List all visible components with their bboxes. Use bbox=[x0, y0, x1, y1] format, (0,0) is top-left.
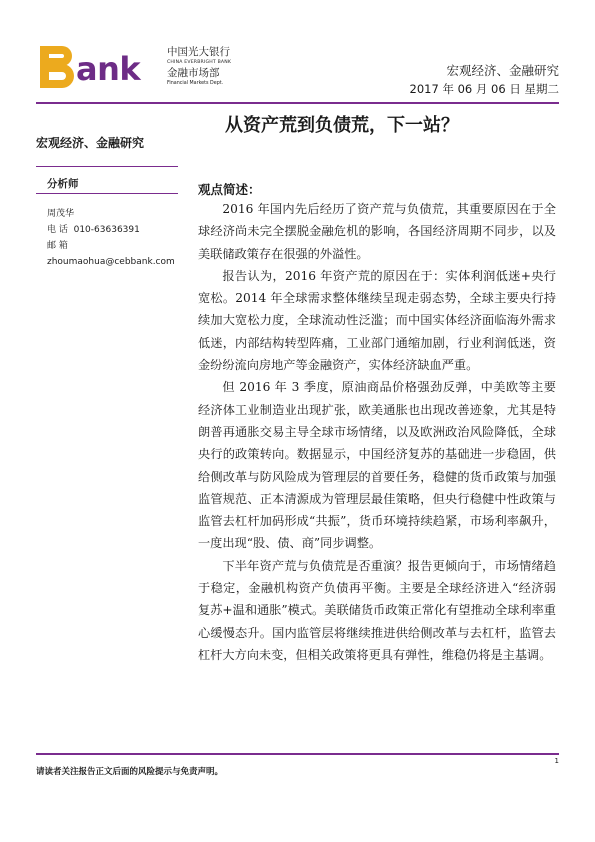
cebbank-logo bbox=[36, 44, 266, 90]
logo-b-mark bbox=[36, 44, 76, 90]
summary-body bbox=[198, 198, 556, 666]
logo-wordmark: ank bbox=[76, 50, 141, 88]
header-divider bbox=[36, 102, 559, 104]
page-number: 1 bbox=[554, 757, 559, 765]
email-label: 邮 箱 bbox=[47, 241, 68, 251]
phone-label: 电 话 bbox=[47, 225, 68, 235]
sidebar-series: 宏观经济、金融研究 bbox=[36, 136, 145, 150]
summary-heading: 观点简述： bbox=[198, 182, 261, 197]
header-meta bbox=[410, 63, 559, 97]
sidebar-divider-top bbox=[36, 166, 178, 167]
bank-name-cn: 中国光大银行 bbox=[167, 46, 230, 58]
disclaimer-note: 请读者关注报告正文后面的风险提示与免责声明。 bbox=[36, 767, 224, 777]
analyst-contact bbox=[47, 206, 175, 270]
dept-name-en: Financial Markets Dept. bbox=[167, 81, 224, 86]
summary-paragraph: 报告认为，2016 年资产荒的原因在于：实体利润低迷+央行宽松。2014 年全球需求整体继续呈现走弱态势，全球主要央行持续加大宽松力度，全球流动性泛滥；而中国实体经济面临海外需求低迷，内部结构转型阵痛，工业部门通缩加剧，行业利润低迷，资金纷纷流向房地产等金融资产，实体经济缺血严重。 bbox=[198, 268, 556, 373]
report-date: 2017 年 06 月 06 日 星期二 bbox=[409, 82, 559, 96]
bank-name-en: CHINA EVERBRIGHT BANK bbox=[167, 60, 232, 65]
summary-paragraph: 2016 年国内先后经历了资产荒与负债荒，其重要原因在于全球经济尚未完全摆脱金融危机的影响，各国经济周期不同步，以及美联储政策存在很强的外溢性。 bbox=[198, 202, 556, 261]
phone-number: 010-63636391 bbox=[73, 225, 140, 235]
sidebar-divider-bottom bbox=[36, 193, 178, 194]
footer-divider bbox=[36, 753, 559, 755]
report-title: 从资产荒到负债荒，下一站？ bbox=[225, 115, 459, 136]
report-series: 宏观经济、金融研究 bbox=[446, 63, 559, 78]
logo-text-block bbox=[167, 46, 231, 87]
summary-paragraph: 但 2016 年 3 季度，原油商品价格强劲反弹，中美欧等主要经济体工业制造业出现扩张，欧美通胀也出现改善迹象，尤其是特朗普再通胀交易主导全球市场情绪，以及欧洲政治风险降低，全球央行的政策转向。数据显示，中国经济复苏的基础进一步稳固，供给侧改革与防风险成为管理层的首要任务，稳健的货币政策与加强监管规范、正本清源成为管理层最佳策略，但央行稳健中性政策与监管去杠杆加码形成“共振”，货币环境持续趋紧，市场利率飙升，一度出现“股、债、商”同步调整。 bbox=[198, 380, 556, 551]
analyst-name: 周茂华 bbox=[47, 209, 75, 219]
analyst-phone-row bbox=[47, 222, 175, 238]
email-address[interactable]: zhoumaohua@cebbank.com bbox=[47, 257, 175, 267]
analyst-heading: 分析师 bbox=[47, 178, 79, 190]
summary-paragraph: 下半年资产荒与负债荒是否重演？报告更倾向于，市场情绪趋于稳定，金融机构资产负债再平衡。主要是全球经济进入“经济弱复苏+温和通胀”模式。美联储货币政策正常化有望推动全球利率重心缓慢态升。国内监管层将继续推进供给侧改革与去杠杆，监管去杠杆大方向未变，但相关政策将更具有弹性，维稳仍将是主基调。 bbox=[198, 558, 556, 662]
dept-name-cn: 金融市场部 bbox=[167, 67, 220, 79]
